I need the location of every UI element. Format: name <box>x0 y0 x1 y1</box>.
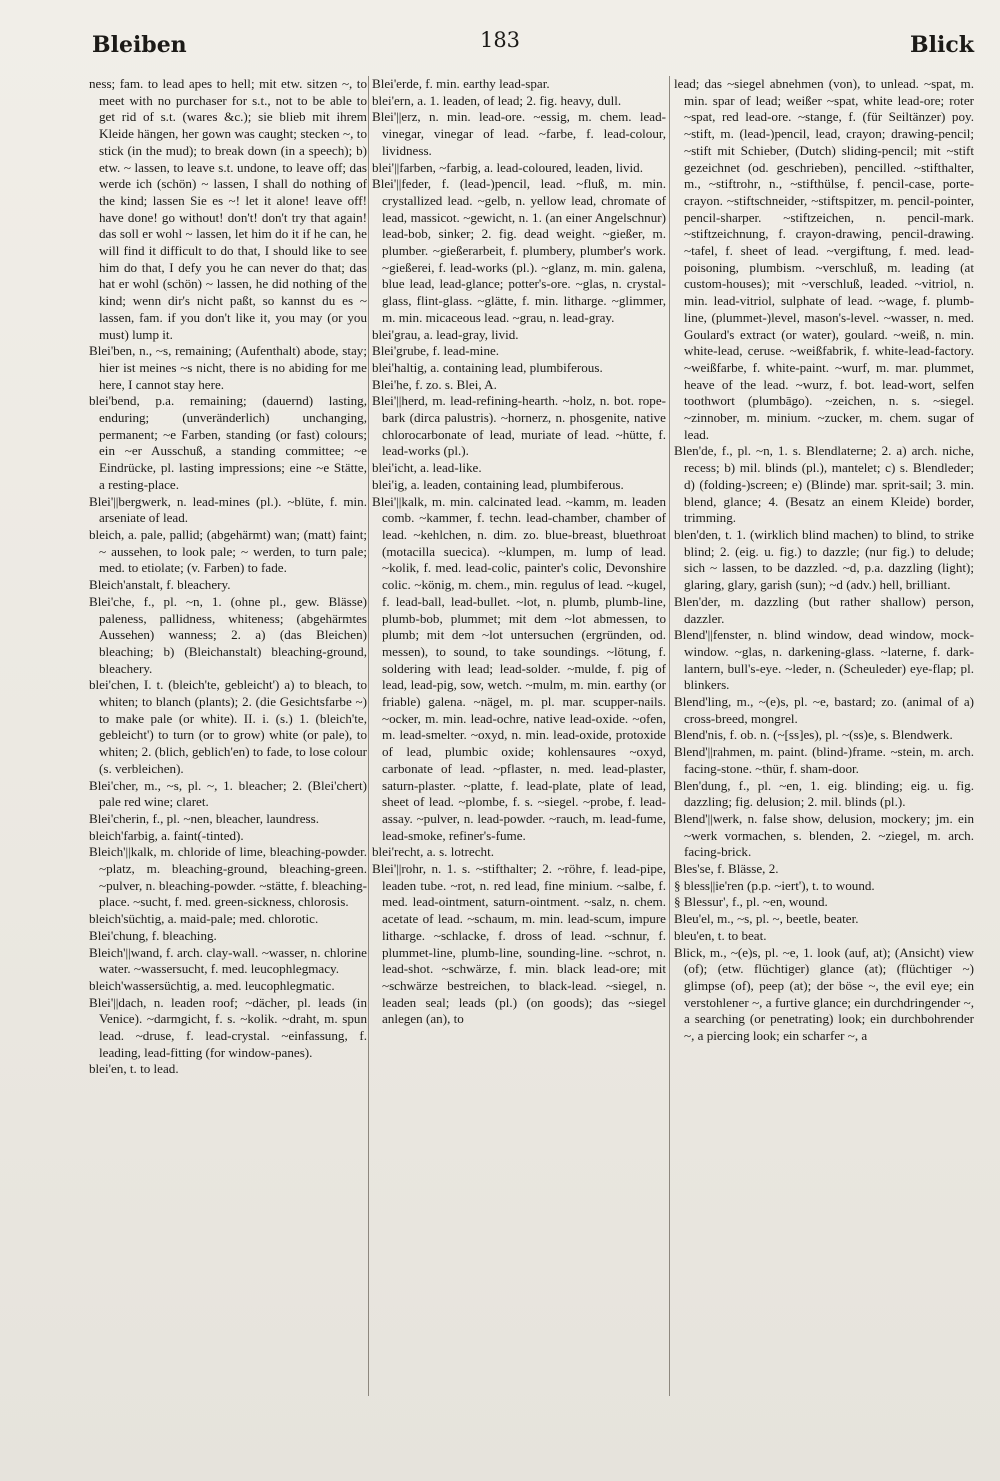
dictionary-entry: § Blessur', f., pl. ~en, wound. <box>674 894 828 910</box>
dictionary-entry: Bleich'anstalt, f. bleachery. <box>89 577 231 593</box>
dictionary-entry: Blend'||rahmen, m. paint. (blind-)frame. ~stein, m. arch. facing-stone. ~thür, f. sham-door. <box>674 744 974 776</box>
dictionary-entry: Blei'che, f., pl. ~n, 1. (ohne pl., gew. Blässe) paleness, pallidness, whiteness; (abgehärmtes Aussehen) wanness; 2. a) (das Bleichen) bleaching; b) (Bleichanstalt) bleaching-ground, bleachery. <box>89 593 367 676</box>
dictionary-entry: Blei'||rohr, n. 1. s. ~stifthalter; 2. ~röhre, f. lead-pipe, leaden tube. ~rot, n. red lead, fine minium. ~salbe, f. med. lead-ointment, saturn-ointment. ~salz, n. chem. acetate of lead. ~schaum, m. min. lead-scum, impure litharge. ~schlacke, f. dross of lead. ~schnur, f. plummet-line, plumb-line, sounding-line. ~schrot, n. lead-shot. ~schwärze, f. min. black lead-ore; mit ~schwärze bestreichen, to black-lead. ~siegel, n. leaden seal; leads (pl.) (on goods); das ~siegel anlegen (an), to <box>372 861 666 1027</box>
dictionary-entry: Bleich'||kalk, m. chloride of lime, bleaching-powder. ~platz, m. bleaching-ground, bleaching-green. ~pulver, n. bleaching-powder. ~stätte, f. bleaching-place. ~sucht, f. med. green-sickness, chlorosis. <box>89 844 367 910</box>
dictionary-entry: Blend'||werk, n. false show, delusion, mockery; jm. ein ~werk vormachen, s. blenden, 2. ~ziegel, m. arch. facing-brick. <box>674 810 974 860</box>
dictionary-entry: blei'chen, I. t. (bleich'te, gebleicht') a) to bleach, to whiten; to blanch (plants); 2. (die Gesichtsfarbe ~) to make pale (or white). II. i. (s.) 1. (bleich'te, gebleicht') to turn (or to grow) white (or pale), to whiten; 2. (blich, geblich'en) to fade, to lose colour (s. verbleichen). <box>89 677 367 776</box>
column-2 <box>372 76 666 1028</box>
dictionary-entry: Blei'he, f. zo. s. Blei, A. <box>372 376 497 392</box>
dictionary-entry: Blei'||feder, f. (lead-)pencil, lead. ~fluß, m. min. crystallized lead. ~gelb, n. yellow lead, chromate of lead, massicot. ~gewicht, n. 1. (an einer Angelschnur) lead-bob, sinker; 2. fig. dead weight. ~gießer, m. plumber. ~gießerarbeit, f. plumbery, plumber's work. ~gießerei, f. lead-works (pl.). ~glanz, m. min. galena, blue lead, lead-glance; potter's-ore. ~glas, n. crystal-glass, flint-glass. ~glätte, f. min. litharge. ~glimmer, m. min. micaceous lead. ~grau, n. lead-gray. <box>372 176 666 325</box>
dictionary-entry: Blend'||fenster, n. blind window, dead window, mock-window. ~glas, n. darkening-glass. ~laterne, f. dark-lantern, bull's-eye. ~leder, n. (Scheuleder) eye-flap; pl. blinkers. <box>674 627 974 693</box>
header-last-headword: Blick <box>910 32 974 58</box>
dictionary-entry: ness; fam. to lead apes to hell; mit etw. sitzen ~, to meet with no purchaser for s.t., not to be able to get rid of s.t. (wares &c.); sie blieb mit ihrem Kleide hängen, her gown was caught; stecken ~, to stick (in the mud); to break down (in a speech); b) etw. ~ lassen, to leave s.t. undone, to leave off; das werde ich (schön) ~ lassen, I shall do nothing of the kind; lassen Sie es ~! let it alone! leave off! have done! go without! don't! don't try that again! das soll er wohl ~ lassen, let him do it if he can, he will find it difficult to do that, I should like to see him do that, I defy you he can never do that; das hat er wohl (schön) ~ lassen, he did nothing of the kind; wenn dir's nicht paßt, so kannst du es ~ lassen, fam. if you don't like it, you may (or you must) lump it. <box>89 76 367 342</box>
dictionary-entry: blei'icht, a. lead-like. <box>372 460 482 476</box>
dictionary-entry: Blei'grube, f. lead-mine. <box>372 343 500 359</box>
dictionary-entry: lead; das ~siegel abnehmen (von), to unlead. ~spat, m. min. spar of lead; weißer ~spat, white lead-ore; roter ~spat, red lead-ore. ~stange, f. (für Seiltänzer) poy. ~stift, m. (lead-)pencil, lead, crayon; drawing-pencil; ~stift mit Schieber, (Dutch) sliding-pencil; mit ~stift gezeichnet (od. geschrieben), pencilled. ~stifthalter, m., ~stiftrohr, n., ~stifthülse, f. pencil-case, porte-crayon. ~stiftschneider, ~stiftspitzer, m. pencil-pointer, pencil-sharper. ~stiftzeichen, n. pencil-mark. ~stiftzeichnung, f. crayon-drawing, pencil-drawing. ~tafel, f. sheet of lead. ~vergiftung, f. med. lead-poisoning, plumbism. ~verschluß, m. leading (at custom-houses); mit ~verschluß, leaded. ~vitriol, n. min. lead-vitriol, sulphate of lead. ~wage, f. plumb-line, (plummet-)level, mason's-level. ~wasser, n. med. Goulard's extract (or water), goulard. ~weiß, n. min. white-lead, ceruse. ~weißfabrik, f. white-lead-factory. ~weißfarbe, f. white-paint. ~wurf, m. mar. plummet, heave of the lead. ~wurz, f. bot. lead-wort, selfen toothwort (plumbāgo). ~zeichen, n. s. ~siegel. ~zinnober, m. minium. ~zucker, m. chem. sugar of lead. <box>674 76 974 442</box>
dictionary-entry: Blen'de, f., pl. ~n, 1. s. Blendlaterne; 2. a) arch. niche, recess; b) mil. blinds (pl.), mantelet; c) s. Blendleder; d) (folding-)screen; e) (Blinde) mar. sprit-sail; 3. min. blend, glance; 4. (Besatz an einem Kleide) border, trimming. <box>674 443 974 526</box>
dictionary-entry: bleich'süchtig, a. maid-pale; med. chlorotic. <box>89 911 319 927</box>
dictionary-entry: Blei'||kalk, m. min. calcinated lead. ~kamm, m. leaden comb. ~kammer, f. techn. lead-chamber, chamber of lead. ~kehlchen, n. dim. zo. blue-breast, bluethroat (motacilla suecica). ~klumpen, m. lump of lead. ~kolik, f. med. lead-colic, painter's colic, Devonshire colic. ~könig, m. chem., min. regulus of lead. ~kugel, f. lead-ball, lead-bullet. ~lot, n. plumb, plumb-line, plumb-bob, plummet; mit dem ~lot abmessen, to plumb; mit dem ~lot untersuchen (ergründen, od. messen), to sound, to take soundings. ~lötung, f. soldering with lead; lead-solder. ~mulde, f. pig of lead, lead-pig, sow, wetch. ~mulm, m. min. earthy (or friable) galena. ~nägel, m. pl. mar. scupper-nails. ~ocker, m. min. lead-ochre, native lead-oxide. ~ofen, m. lead-smelter. ~oxyd, n. min. lead-oxide, protoxide of lead, plumbic oxide; kohlensaures ~oxyd, carbonate of lead. ~pflaster, n. med. lead-plaster, saturn-plaster. ~platte, f. lead-plate, plate of lead, sheet of lead. ~plombe, f. s. ~siegel. ~probe, f. lead-assay. ~pulver, n. lead-powder. ~rauch, m. lead-fume, lead-smoke, refiner's-fume. <box>372 493 666 843</box>
dictionary-entry: Blei'chung, f. bleaching. <box>89 927 217 943</box>
dictionary-entry: Bles'se, f. Blässe, 2. <box>674 861 779 877</box>
page-header <box>0 28 1000 68</box>
header-first-headword: Bleiben <box>92 32 187 58</box>
dictionary-entry: bleu'en, t. to beat. <box>674 927 767 943</box>
column-1 <box>89 76 367 1078</box>
dictionary-entry: Blei'||herd, m. lead-refining-hearth. ~holz, n. bot. rope-bark (dirca palustris). ~hornerz, n. phosgenite, native chlorocarbonate of lead, muriate of lead. ~hütte, f. lead-works (pl.). <box>372 393 666 459</box>
dictionary-entry: Blend'ling, m., ~(e)s, pl. ~e, bastard; zo. (animal of a) cross-breed, mongrel. <box>674 694 974 726</box>
dictionary-entry: blei'haltig, a. containing lead, plumbiferous. <box>372 359 603 375</box>
dictionary-entry: Blei'cher, m., ~s, pl. ~, 1. bleacher; 2. (Blei'chert) pale red wine; claret. <box>89 777 367 810</box>
dictionary-entry: Blei'cherin, f., pl. ~nen, bleacher, laundress. <box>89 810 319 826</box>
dictionary-entry: blei'recht, a. s. lotrecht. <box>372 844 494 860</box>
dictionary-entry: Blei'||erz, n. min. lead-ore. ~essig, m. chem. lead-vinegar, vinegar of lead. ~farbe, f. lead-colour, lividness. <box>372 109 666 158</box>
dictionary-entry: Bleich'||wand, f. arch. clay-wall. ~wasser, n. chlorine water. ~wassersucht, f. med. leucophlegmacy. <box>89 944 367 977</box>
column-3 <box>674 76 974 1045</box>
dictionary-entry: blei'bend, p.a. remaining; (dauernd) lasting, enduring; (unveränderlich) unchanging, permanent; ~e Farben, standing (or fast) colours; ein ~er Ausschuß, a standing committee; ~e Eindrücke, pl. lasting impressions; eine ~e Stätte, a resting-place. <box>89 393 367 492</box>
dictionary-entry: Blei'ben, n., ~s, remaining; (Aufenthalt) abode, stay; hier ist meines ~s nicht, there is no abiding for me here, I cannot stay here. <box>89 343 367 392</box>
page-number: 183 <box>479 28 521 52</box>
dictionary-entry: blei'ig, a. leaden, containing lead, plumbiferous. <box>372 476 624 492</box>
dictionary-entry: Blick, m., ~(e)s, pl. ~e, 1. look (auf, at); (Ansicht) view (of); (etw. flüchtiger) glance (at); (flüchtiger ~) glimpse (of), peep (at); der böse ~, the evil eye; ein verstohlener ~, a furtive glance; ein durchdringender ~, a searching (or penetrating) look; ein durchbohrender ~, a piercing look; ein scharfer ~, a <box>674 944 974 1044</box>
dictionary-entry: Blend'nis, f. ob. n. (~[ss]es), pl. ~(ss)e, s. Blendwerk. <box>674 727 953 743</box>
dictionary-entry: blei'en, t. to lead. <box>89 1061 179 1077</box>
dictionary-entry: Blei'erde, f. min. earthy lead-spar. <box>372 76 550 91</box>
column-divider <box>669 76 670 1396</box>
dictionary-entry: bleich'wassersüchtig, a. med. leucophlegmatic. <box>89 977 335 993</box>
column-divider <box>368 76 369 1396</box>
dictionary-entry: blei'grau, a. lead-gray, livid. <box>372 326 519 342</box>
dictionary-entry: blei'ern, a. 1. leaden, of lead; 2. fig. heavy, dull. <box>372 92 622 108</box>
dictionary-entry: blen'den, t. 1. (wirklich blind machen) to blind, to strike blind; 2. (eig. u. fig.) to dazzle; (nur fig.) to delude; sich ~ lassen, to be dazzled. ~d, p.a. dazzling (light); glaring, glary, garish (sun); ~d (adv.) hell, brilliant. <box>674 526 974 593</box>
dictionary-entry: Blei'||bergwerk, n. lead-mines (pl.). ~blüte, f. min. arseniate of lead. <box>89 493 367 526</box>
dictionary-entry: blei'||farben, ~farbig, a. lead-coloured, leaden, livid. <box>372 159 643 175</box>
dictionary-entry: Blen'dung, f., pl. ~en, 1. eig. blinding; eig. u. fig. dazzling; fig. delusion; 2. mil. blinds (pl.). <box>674 777 974 810</box>
dictionary-entry: bleich, a. pale, pallid; (abgehärmt) wan; (matt) faint; ~ aussehen, to look pale; ~ werden, to turn pale; med. to etiolate; (v. Farben) to fade. <box>89 526 367 576</box>
dictionary-entry: Blen'der, m. dazzling (but rather shallow) person, dazzler. <box>674 593 974 626</box>
dictionary-entry: bleich'farbig, a. faint(-tinted). <box>89 827 244 843</box>
dictionary-entry: Blei'||dach, n. leaden roof; ~dächer, pl. leads (in Venice). ~darmgicht, f. s. ~kolik. ~draht, m. spun lead. ~druse, f. lead-crystal. ~einfassung, f. leading, lead-fitting (for window-panes). <box>89 994 367 1060</box>
dictionary-entry: § bless||ie'ren (p.p. ~iert'), t. to wound. <box>674 877 875 893</box>
dictionary-entry: Bleu'el, m., ~s, pl. ~, beetle, beater. <box>674 911 859 927</box>
